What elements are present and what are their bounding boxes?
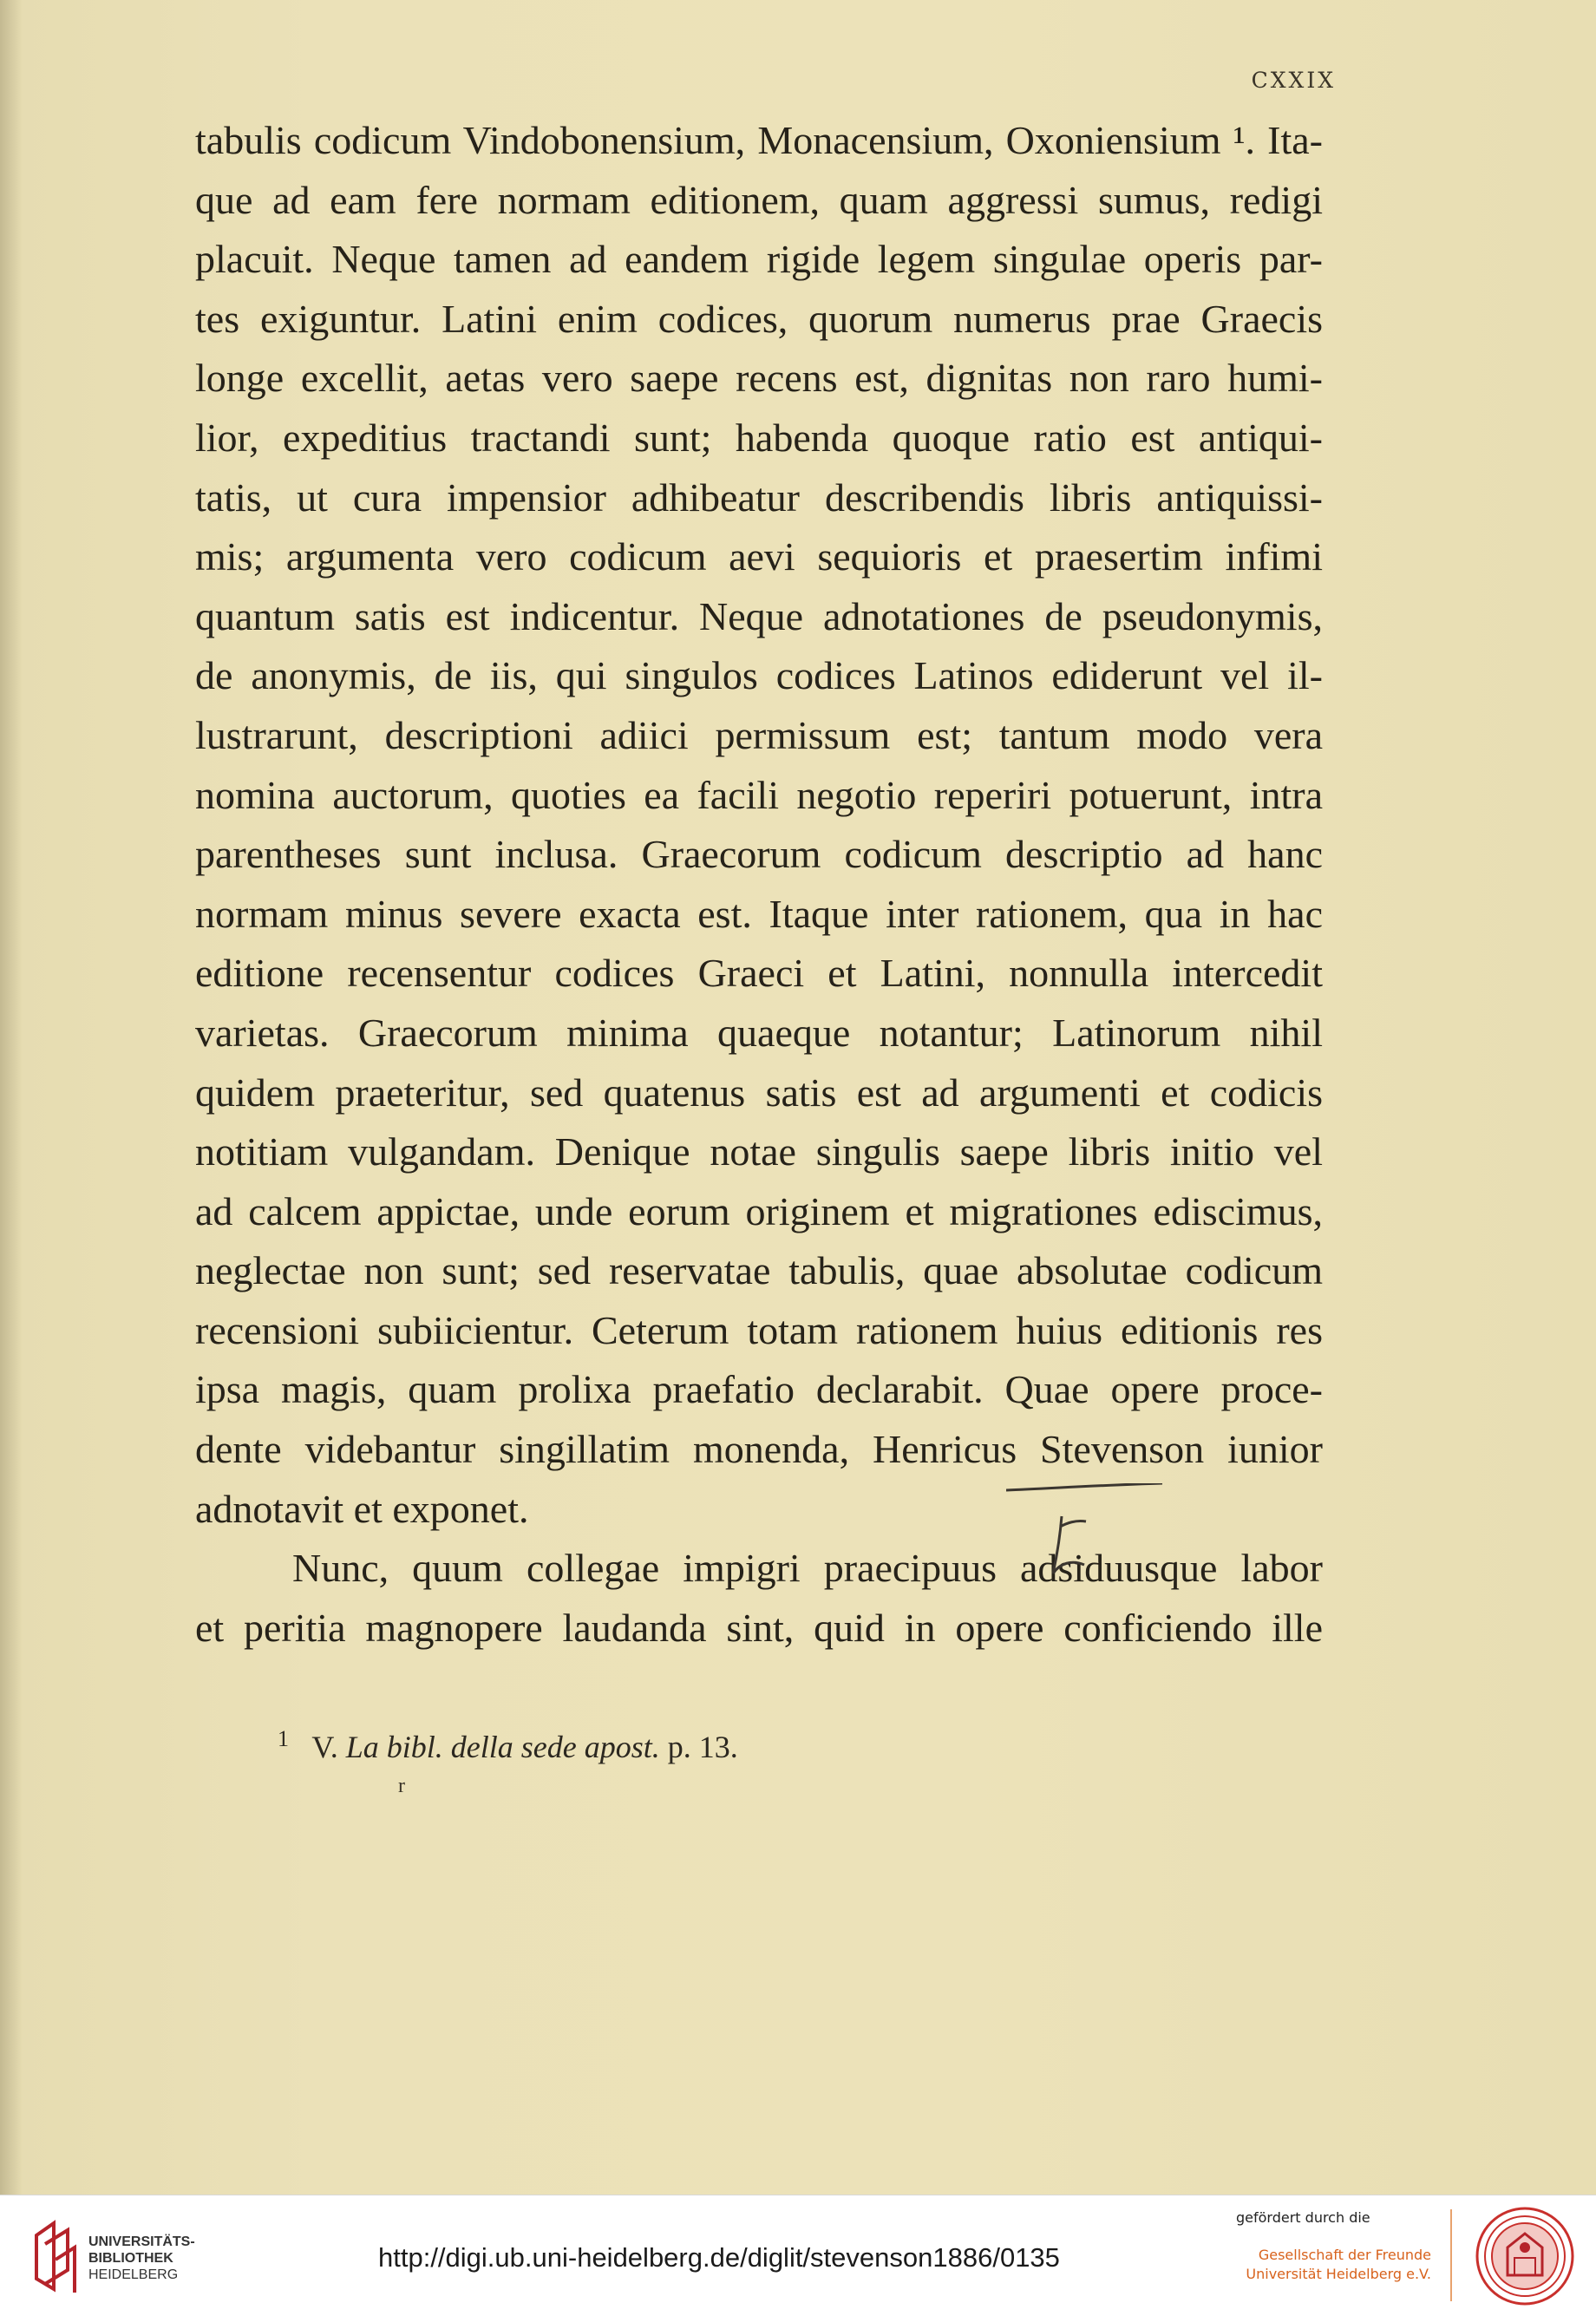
footnote-marker: 1 [278,1726,289,1751]
sponsor-name-line: Universität Heidelberg e.V. [1246,2266,1431,2282]
sponsor-name [1246,2246,1431,2284]
sponsor-name-line: Gesellschaft der Freunde [1258,2247,1431,2263]
text-line: parentheses sunt inclusa. Graecorum codicum descriptio ad hanc [195,832,1323,877]
text-line: dente videbantur singillatim monenda, Henricus Stevenson iunior [195,1427,1323,1472]
stray-mark: r [398,1775,405,1797]
text-line: neglectae non sunt; sed reservatae tabulis, quae absolutae codicum [195,1248,1323,1293]
university-library-logo-icon [33,2218,78,2294]
text-line: notitiam vulgandam. Denique notae singulis saepe libris initio vel [195,1129,1323,1174]
text-line: mis; argumenta vero codicum aevi sequioris et praesertim infimi [195,534,1323,579]
text-line: quantum satis est indicentur. Neque adnotationes de pseudonymis, [195,593,1323,638]
library-name [88,2234,195,2283]
text-line: ipsa magis, quam prolixa praefatio declarabit. Quae opere proce- [195,1367,1323,1412]
handwritten-mark-icon [1006,1483,1162,1579]
permalink-url[interactable]: http://digi.ub.uni-heidelberg.de/diglit/stevenson1886/0135 [378,2242,1060,2273]
page-number: CXXIX [1251,68,1336,93]
text-line: tes exiguntur. Latini enim codices, quorum numerus prae Graecis [195,296,1323,341]
footnote [278,1726,738,1765]
footnote-title: La bibl. della sede apost. [345,1730,660,1764]
text-line: lustrarunt, descriptioni adiici permissum est; tantum modo vera [195,712,1323,757]
text-line: varietas. Graecorum minima quaeque notantur; Latinorum nihil [195,1010,1323,1055]
text-line: placuit. Neque tamen ad eandem rigide legem singulae operis par- [195,237,1323,282]
footnote-prefix: V. [311,1730,338,1764]
text-line: recensioni subiicientur. Ceterum totam rationem huius editionis res [195,1307,1323,1352]
library-name-line: UNIVERSITÄTS- [88,2234,195,2249]
body-text [195,117,1323,1664]
text-line: et peritia magnopere laudanda sint, quid in opere conficiendo ille [195,1605,1323,1650]
library-name-line: HEIDELBERG [88,2267,179,2282]
text-line: adnotavit et exponet. [195,1486,529,1531]
text-line: ad calcem appictae, unde eorum originem et migrationes ediscimus, [195,1188,1323,1233]
text-line: tatis, ut cura impensior adhibeatur describendis libris antiquissi- [195,474,1323,520]
text-line: quidem praeteritur, sed quatenus satis est ad argumenti et codicis [195,1070,1323,1115]
sponsor-label: gefördert durch die [1236,2209,1370,2226]
footer-bar [0,2195,1596,2316]
text-line: editione recensentur codices Graeci et Latini, nonnulla intercedit [195,951,1323,996]
text-line: de anonymis, de iis, qui singulos codices Latinos ediderunt vel il- [195,653,1323,698]
text-line: normam minus severe exacta est. Itaque inter rationem, qua in hac [195,891,1323,936]
university-seal-icon [1475,2206,1575,2306]
text-line: longe excellit, aetas vero saepe recens est, dignitas non raro humi- [195,356,1323,401]
footnote-suffix: p. 13. [667,1730,738,1764]
page-edge-shadow [0,0,23,2195]
text-line: nomina auctorum, quoties ea facili negotio reperiri potuerunt, intra [195,772,1323,817]
library-name-line: BIBLIOTHEK [88,2251,173,2266]
text-line: lior, expeditius tractandi sunt; habenda quoque ratio est antiqui- [195,415,1323,460]
sponsor-divider [1450,2209,1452,2301]
text-line: tabulis codicum Vindobonensium, Monacensium, Oxoniensium ¹. Ita- [195,118,1323,162]
paragraph-start-line: Nunc, quum collegae impigri praecipuus adsiduusque labor [292,1546,1323,1591]
text-line: que ad eam fere normam editionem, quam aggressi sumus, redigi [195,177,1323,222]
